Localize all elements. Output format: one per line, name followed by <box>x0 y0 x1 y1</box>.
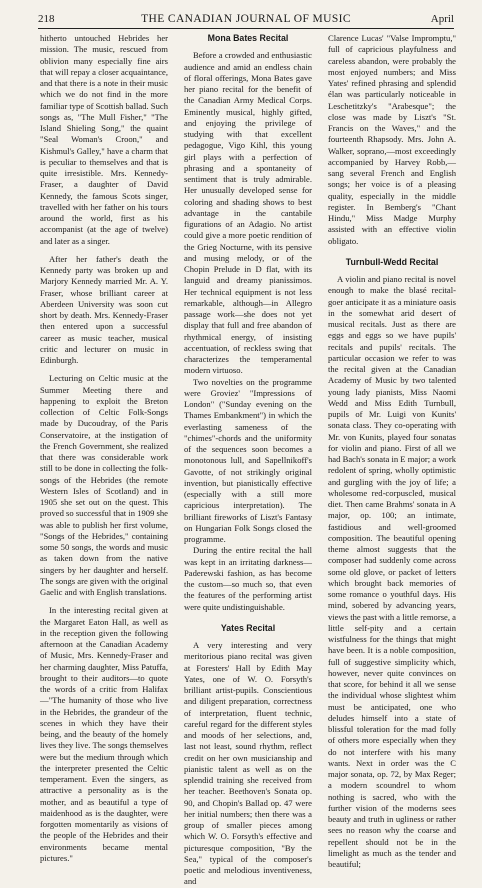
column-middle <box>184 33 312 888</box>
paragraph: Before a crowded and enthusiastic audience and amid an endless chain of floral offerings, Mona Bates gave her piano recital for the benefit of the Canadian Army Medical Corps. Eminently musical, highly gifted, and enjoying the privilege of studying with that excellent pedagogue, Vigo Kihl, this young girl plays with a perfection of phrasing and a spontaneity of sentiment that is truly admirable. Her unusually developed sense for coloring and shading shows to best advantage in the cantabile figurations of an Adagio. No artist could give a more poetic rendition of the Grieg Nocturne, with its pensive and musing melody, or of the Chopin Prelude in D flat, with its languid and dreamy pianissimos. Her technical equipment is not less remarkable, although—in Allegro passage work—she does not yet display that full and free abandon of rhythmical energy, of insisting accentuation, of reckless swing that characterizes the temperamental modern virtuoso. <box>184 50 312 376</box>
paragraph: In the interesting recital given at the Margaret Eaton Hall, as well as in the reception given the following afternoon at the Canadian Academy of Music, Mrs. Kennedy-Fraser and her charming daughter, Miss Patuffa, brought to their auditors—to quote the words of a critic from Halifax—"The humanity of those who live in the Hebrides, the grandeur of the scenes in which they have their being, and the beauty of the homely lives they live. The songs themselves were but the medium through which the interpreter presented the Celtic temperament. Even the singers, as attractive a personality as is the mother, and as beautiful a type of maidenhood as is the daughter, were forgotten momentarily as visions of the people of the Hebrides and their environments became mental pictures." <box>40 605 168 863</box>
column-right <box>328 33 456 870</box>
issue-month: April <box>430 13 454 25</box>
section-heading-yates: Yates Recital <box>220 622 276 633</box>
paragraph: Two novelties on the programme were Groviez' "Impressions of London" ("Sunday evening on the Thames Embankment") in which the everlasting sameness of the "chimes"-chords and the uniformity of the sequences soon becomes a monotonous lull, and Sapellnikoff's Gavotte, of not strikingly original invention, but pianistically effective (especially with a still more capricious interpretation). The brilliant fireworks of Liszt's Fantasy on Hungarian Folk Songs closed the programme. <box>184 376 312 544</box>
section-heading-turnbull-wedd: Turnbull-Wedd Recital <box>345 256 439 267</box>
section-heading-mona-bates: Mona Bates Recital <box>207 33 289 43</box>
paragraph: Clarence Lucas' "Valse Impromptu," full of capricious playfulness and careless abandon, were probably the most enjoyed numbers; and Miss Yates' refined phrasing and splendid élan was particularly noticeable in Leschetitzky's "Arabesque"; the close was made by Liszt's "St. Francis on the Waves," and the fourteenth Rhapsody. Mrs. John A. Walker, soprano,—most exceedingly accompanied by Harvey Robb,—sang several French and English songs; her voice is of a pleasing quality, especially in the middle register. In Bemberg's "Chant Hindu," Miss Madge Murphy assisted with an effective violin obligato. <box>328 33 456 246</box>
column-left <box>40 33 168 864</box>
journal-title: THE CANADIAN JOURNAL OF MUSIC <box>141 13 351 25</box>
paragraph: hitherto untouched Hebrides her mission. The music, rescued from oblivion many especially fine airs that will repay a closer acquaintance, and that there is a note in their music which we do not find in the more familiar type of Scottish ballad. Such songs as, "The Mull Fisher," "The Island Shieling Song," the quaint "Seal Woman's Croon," and Kishmul's Galley," have a charm that is peculiar to themselves and that is quite irresistible. Mrs. Kennedy-Fraser, a daughter of David Kennedy, the famous Scots singer, travelled with her father on his tours around the world, first as his accompanist (at the age of twelve) and later as a singer. <box>40 33 168 246</box>
paragraph: After her father's death the Kennedy party was broken up and Marjory Kennedy married Mr. A. Y. Fraser, whose brilliant career at Aberdeen University was soon cut short by death. Mrs. Kennedy-Fraser then entered upon a successful career as music teacher, musical critic and lecturer on music in Edinburgh. <box>40 253 168 365</box>
paragraph: Lecturing on Celtic music at the Summer Meeting there and happening to exploit the Breton collection of Celtic Folk-Songs made by Ducoudray, of the Paris Conservatoire, at the instigation of the French Government, she realized that there was considerable work still to be done in collecting the folk-songs of the Hebrides (the remote Western Isles of Scotland) and in 1905 she set out on the quest. This proved so successful that in 1909 she was able to publish her first volume, "Songs of the Hebrides," containing some 50 songs, the words and music as taken down from the native singers by her daughter and herself. The songs are given with the original Gaelic and with English translations. <box>40 373 168 597</box>
paragraph: A violin and piano recital is novel enough to make the blasé recital-goer anticipate it as a miniature oasis in the somewhat arid desert of musical recitals. Just as there are eggs and eggs so we have pupils' recitals and pupils' recitals. The particular occasion we refer to was the recital given at the Canadian Academy of Music by two talented young lady pianists, Miss Naomi Wedd and Miss Edith Turnbull, pupils of Mr. Luigi von Kunits' sonata class. They co-operating with Mr. von Kunits, played four sonatas for violin and piano. First of all we had Bach's sonata in E major; a work redolent of spring, wholly optimistic and gurgling with the joy of life; a wholesome red-corpuscled, musical diet. Then came Brahms' sonata in A major, op. 100; an intimate, fastidious and well-groomed composition. The beautiful opening theme almost suggests that the composer had suddenly come across some old glove, or packet of letters which brought back memories of some romance o youthful days. His mind, sobered by advancing years, views the past with a little remorse, a little self-pity and a certain wistfulness for the things that might have been. It is a noble composition, full of suggestive simplicity which, however, never quite convinces on that score, for behind it all we sense the individual whose slightest whim must be anticipated, one who deludes himself into a state of blissful toleration for the mad folly of others more especially when they do not interfere with his many wants. Next in order was the C major sonata, op. 72, by Max Reger; a modern scoundrel to whom nothing is sacred, who with the further vision of the moderns sees beauty and truth in ugliness or rather sees no reason why the coarse and repellent should not be in the limelight as much as the tender and beautiful; <box>328 274 456 869</box>
page-number: 218 <box>38 13 55 25</box>
paragraph: A very interesting and very meritorious piano recital was given at Foresters' Hall by Edith May Yates, one of W. O. Forsyth's brilliant artist-pupils. Conscientious and diligent preparation, correctness of interpretation, fluent technic, careful regard for the different styles and moods of her selections, and, last not least, sound rhythm, reflect credit on her own musicianship and pianistic talent as well as on the splendid training she received from her teacher. Beethoven's Sonata op. 90, and Chopin's Ballad op. 47 were her initial numbers; then there was a group of smaller pieces among which W. O. Forsyth's effective and picturesque composition, "By the Sea," typical of the composer's poetic and melodious inventiveness, and <box>184 640 312 887</box>
paragraph: During the entire recital the hall was kept in an irritating darkness—Paderewski fashion, as has become the custom—so much so, that even the features of the performing artist were quite undistinguishable. <box>184 545 312 612</box>
page-header <box>38 12 454 29</box>
